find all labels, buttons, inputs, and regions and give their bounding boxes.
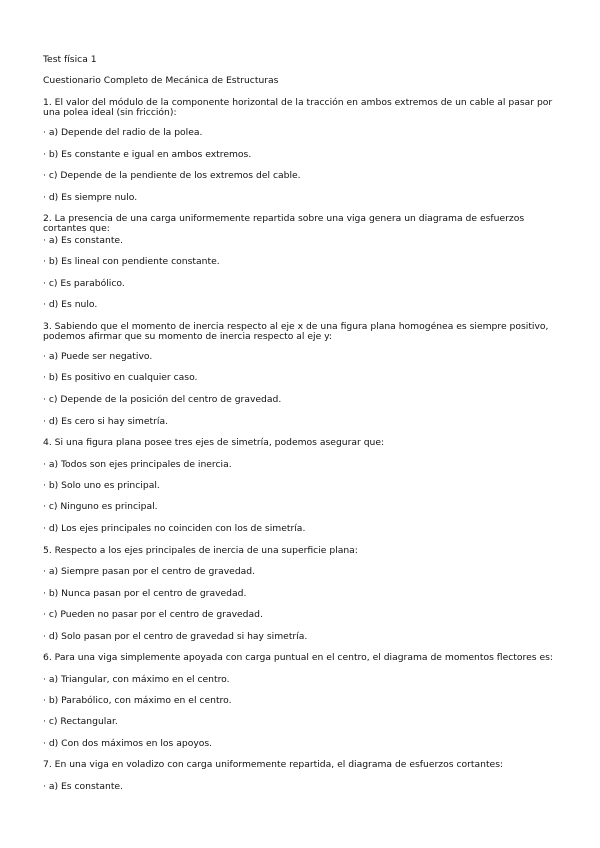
document-subtitle: Cuestionario Completo de Mecánica de Estructuras [43, 75, 279, 86]
question-1-text: 1. El valor del módulo de la componente horizontal de la tracción en ambos extremos de un cable al pasar por una polea ideal (sin fricción): [43, 97, 553, 118]
question-5-option-c: · c) Pueden no pasar por el centro de gravedad. [43, 609, 263, 620]
question-6-option-b: · b) Parabólico, con máximo en el centro. [43, 695, 232, 706]
question-4-text: 4. Si una figura plana posee tres ejes de simetría, podemos asegurar que: [43, 437, 385, 448]
question-4-option-a: · a) Todos son ejes principales de inercia. [43, 459, 232, 470]
question-5-option-b: · b) Nunca pasan por el centro de gravedad. [43, 588, 247, 599]
question-3-option-a: · a) Puede ser negativo. [43, 351, 153, 362]
question-2-option-a: · a) Es constante. [43, 235, 124, 246]
question-6-option-a: · a) Triangular, con máximo en el centro. [43, 674, 230, 685]
question-4-option-d: · d) Los ejes principales no coinciden con los de simetría. [43, 523, 306, 534]
question-4-option-c: · c) Ninguno es principal. [43, 501, 158, 512]
question-2-text: 2. La presencia de una carga uniformemente repartida sobre una viga genera un diagrama de esfuerzos cortantes que: [43, 213, 525, 234]
question-7-option-a: · a) Es constante. [43, 781, 124, 792]
question-3-option-d: · d) Es cero si hay simetría. [43, 416, 169, 427]
question-1-option-d: · d) Es siempre nulo. [43, 192, 138, 203]
question-6-option-c: · c) Rectangular. [43, 716, 118, 727]
question-5-text: 5. Respecto a los ejes principales de inercia de una superficie plana: [43, 545, 358, 556]
question-6-option-d: · d) Con dos máximos en los apoyos. [43, 738, 213, 749]
question-7-text: 7. En una viga en voladizo con carga uniformemente repartida, el diagrama de esfuerzos cortantes: [43, 759, 504, 770]
question-3-option-c: · c) Depende de la posición del centro de gravedad. [43, 394, 282, 405]
question-2-option-c: · c) Es parabólico. [43, 278, 125, 289]
question-1-option-a: · a) Depende del radio de la polea. [43, 127, 203, 138]
document-title: Test física 1 [43, 54, 97, 65]
question-2-option-d: · d) Es nulo. [43, 299, 98, 310]
question-1-option-c: · c) Depende de la pendiente de los extremos del cable. [43, 170, 301, 181]
question-4-option-b: · b) Solo uno es principal. [43, 480, 160, 491]
question-1-option-b: · b) Es constante e igual en ambos extremos. [43, 149, 252, 160]
question-5-option-a: · a) Siempre pasan por el centro de gravedad. [43, 566, 256, 577]
question-2-option-b: · b) Es lineal con pendiente constante. [43, 256, 220, 267]
question-6-text: 6. Para una viga simplemente apoyada con carga puntual en el centro, el diagrama de momentos flectores es: [43, 652, 553, 663]
question-3-text: 3. Sabiendo que el momento de inercia respecto al eje x de una figura plana homogénea es siempre positivo, podemos afirmar que su momento de inercia respecto al eje y: [43, 321, 549, 342]
question-3-option-b: · b) Es positivo en cualquier caso. [43, 372, 198, 383]
question-5-option-d: · d) Solo pasan por el centro de gravedad si hay simetría. [43, 631, 308, 642]
